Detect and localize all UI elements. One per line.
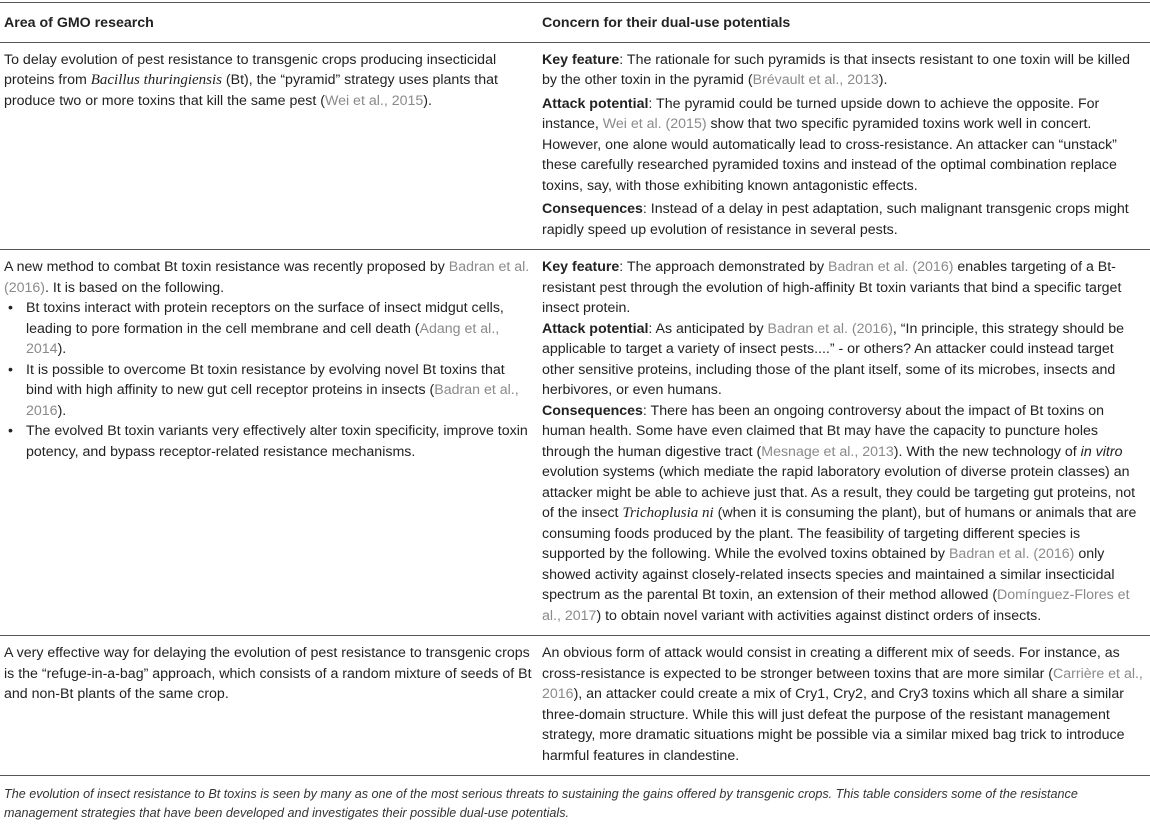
organism-name: Trichoplusia ni	[622, 505, 714, 521]
citation-link[interactable]: Brévault et al., 2013	[752, 72, 879, 88]
table-row	[0, 42, 1150, 250]
consequences-paragraph: Consequences: Instead of a delay in pest adaptation, such malignant transgenic crops might rapidly speed up evolution of resistance in several pests.	[542, 201, 1129, 238]
citation-link[interactable]: Badran et al. (2016)	[767, 320, 893, 337]
key-feature-label: Key feature	[542, 51, 620, 68]
research-cell: To delay evolution of pest resistance to transgenic crops producing insecticidal proteins from Bacillus thuringiensis (Bt), the “pyramid” strategy uses plants that produce two or more toxins that kill the same pest (Wei et al., 2015).	[0, 42, 538, 250]
research-intro: A new method to combat Bt toxin resistance was recently proposed by Badran et al. (2016). It is based on the following.	[4, 259, 530, 296]
citation-link[interactable]: Wei et al., 2015	[324, 92, 424, 109]
citation-link[interactable]: Adang et al., 2014	[26, 320, 500, 357]
key-feature-paragraph: Key feature: The rationale for such pyramids is that insects resistant to one toxin will be killed by the other toxin in the pyramid (Brévault et al., 2013).	[542, 51, 1131, 88]
list-item: • The evolved Bt toxin variants very effectively alter toxin specificity, improve toxin potency, and bypass receptor-related resistance mechanisms.	[4, 421, 532, 462]
organism-name: Bacillus thuringiensis	[90, 72, 222, 88]
consequences-paragraph: Consequences: There has been an ongoing controversy about the impact of Bt toxins on human health. Some have even claimed that Bt may have the capacity to puncture holes through the human digestive tract (Mesnage et al., 2013). With the new technology of in vitro evolution systems (which mediate the rapid laboratory evolution of diverse protein classes) an attacker might be able to achieve just that. As a result, they could be targeting gut proteins, not of the insect Trichoplusia ni (when it is consuming the plant), but of humans or animals that are consuming foods produced by the plant. The feasibility of targeting different species is supported by the following. While the evolved toxins obtained by Badran et al. (2016) only showed activity against closely-related insects species and maintained a similar insecticidal spectrum as the parental Bt toxin, an extension of their method allowed (Domínguez-Flores et al., 2017) to obtain novel variant with activities against distinct orders of insects.	[542, 402, 1137, 624]
concern-cell	[538, 250, 1150, 636]
citation-link[interactable]: Badran et al. (2016)	[948, 546, 1075, 562]
concern-cell	[538, 42, 1150, 250]
gmo-dual-use-table	[0, 2, 1150, 776]
attack-potential-paragraph: Attack potential: The pyramid could be turned upside down to achieve the opposite. For instance, Wei et al. (2015) show that two specific pyramided toxins work well in concert. However, one alone would automatically lead to cross-resistance. An attacker can “unstack” these carefully researched pyramided toxins and instead of the optimal combination replace toxins, say, with those exhibiting known antagonistic effects.	[542, 95, 1117, 194]
concern-cell: An obvious form of attack would consist in creating a different mix of seeds. For instance, as cross-resistance is expected to be stronger between toxins that are more similar (Carrière et al., 2016), an attacker could create a mix of Cry1, Cry2, and Cry3 toxins which all share a similar three-domain structure. While this will just defeat the purpose of the resistant management strategy, more dramatic situations might be possible via a similar mixed bag trick to introduce harmful features in clandestine.	[538, 636, 1150, 776]
header-research-area: Area of GMO research	[0, 3, 538, 43]
consequences-label: Consequences	[542, 402, 643, 419]
citation-link[interactable]: Carrière et al., 2016	[542, 665, 1143, 702]
table-row	[0, 250, 1150, 636]
research-bullet-list	[4, 298, 532, 462]
attack-potential-label: Attack potential	[542, 95, 649, 112]
table-header-row	[0, 3, 1150, 43]
citation-link[interactable]: Badran et al., 2016	[26, 382, 519, 419]
attack-potential-label: Attack potential	[542, 320, 649, 337]
citation-link[interactable]: Badran et al. (2016)	[4, 259, 530, 296]
research-cell	[0, 250, 538, 636]
key-feature-label: Key feature	[542, 259, 620, 275]
header-dual-use-concern: Concern for their dual-use potentials	[538, 3, 1150, 43]
list-item: • It is possible to overcome Bt toxin resistance by evolving novel Bt toxins that bind with high affinity to new gut cell receptor proteins in insects (Badran et al., 2016).	[4, 360, 532, 422]
citation-link[interactable]: Wei et al. (2015)	[602, 116, 707, 132]
attack-potential-paragraph: Attack potential: As anticipated by Badran et al. (2016), “In principle, this strategy should be applicable to target a variety of insect pests....” - or others? An attacker could instead target other sensitive proteins, including those of the plant itself, some of its microbes, insects and herbivores, or even humans.	[542, 320, 1124, 398]
table-caption: The evolution of insect resistance to Bt toxins is seen by many as one of the most serious threats to sustaining the gains offered by transgenic crops. This table considers some of the resistance management strategies that have been developed and investigates their possible dual-use potentials.	[4, 787, 1078, 820]
italic-term: in vitro	[1080, 443, 1123, 460]
citation-link[interactable]: Domínguez-Flores et al., 2017	[542, 587, 1130, 624]
list-item: • Bt toxins interact with protein receptors on the surface of insect midgut cells, leading to pore formation in the cell membrane and cell death (Adang et al., 2014).	[4, 298, 532, 360]
research-cell: A very effective way for delaying the evolution of pest resistance to transgenic crops is the “refuge-in-a-bag” approach, which consists of a random mixture of seeds of Bt and non-Bt plants of the same crop.	[0, 636, 538, 776]
citation-link[interactable]: Badran et al. (2016)	[828, 259, 954, 275]
table-row	[0, 636, 1150, 776]
citation-link[interactable]: Mesnage et al., 2013	[761, 443, 894, 460]
key-feature-paragraph: Key feature: The approach demonstrated by Badran et al. (2016) enables targeting of a Bt-resistant pest through the evolution of high-affinity Bt toxin variants that bind a specific target insect protein.	[542, 259, 1122, 316]
consequences-label: Consequences	[542, 201, 643, 217]
